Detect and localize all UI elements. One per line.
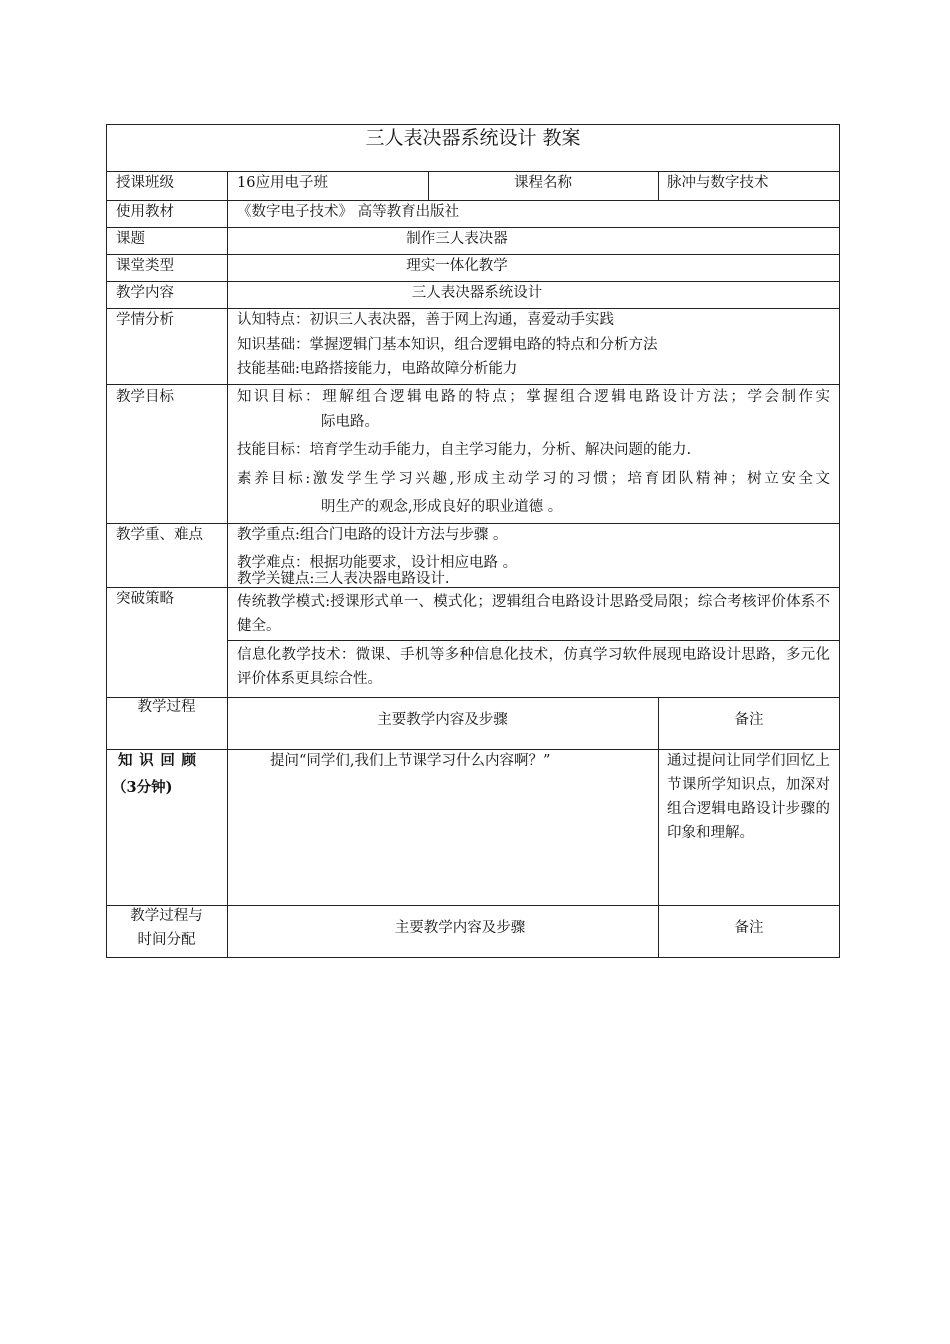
analysis-label: 学情分析	[116, 312, 174, 328]
process-time-header-notes: 备注	[734, 920, 764, 936]
critical-point: 教学关键点:三人表决器电路设计.	[237, 571, 450, 587]
process-time-header-line2: 时间分配	[137, 932, 196, 948]
process-header-notes: 备注	[734, 712, 764, 728]
content-value: 三人表决器系统设计	[411, 285, 543, 301]
process-header-stage: 教学过程	[137, 699, 196, 715]
row-divider	[106, 587, 840, 588]
course-label: 课程名称	[514, 175, 572, 191]
strategy-traditional: 传统教学模式:授课形式单一、模式化；逻辑组合电路设计思路受局限；综合考核评价体系不健全。	[237, 594, 830, 634]
difficult-point: 教学难点：根据功能要求，设计相应电路 。	[237, 555, 518, 571]
goal-knowledge-line1: 知识目标：理解组合逻辑电路的特点；掌握组合逻辑电路设计方法；学会制作实	[237, 389, 830, 405]
row-divider	[106, 171, 840, 172]
content-label: 教学内容	[116, 285, 174, 301]
course-value: 脉冲与数字技术	[667, 175, 769, 191]
review-content: 提问“同学们,我们上节课学习什么内容啊？”	[270, 753, 551, 769]
class-type-value: 理实一体化教学	[406, 258, 508, 274]
strategy-information: 信息化教学技术：微课、手机等多种信息化技术，仿真学习软件展现电路设计思路，多元化评价体系更具综合性。	[237, 647, 830, 687]
goal-knowledge-line2: 际电路。	[321, 414, 379, 430]
analysis-cognition: 认知特点：初识三人表决器，善于网上沟通，喜爱动手实践	[237, 312, 614, 328]
textbook-label: 使用教材	[116, 204, 174, 220]
goal-literacy-line2: 明生产的观念,形成良好的职业道德 。	[321, 499, 563, 515]
goals-label: 教学目标	[116, 389, 174, 405]
column-divider	[658, 171, 659, 200]
row-divider	[106, 308, 840, 309]
row-divider	[106, 200, 840, 201]
textbook-value: 《数字电子技术》 高等教育出版社	[237, 204, 460, 220]
review-note: 通过提问让同学们回忆上节课所学知识点，加深对组合逻辑电路设计步骤的印象和理解。	[667, 753, 830, 841]
topic-label: 课题	[116, 231, 145, 247]
process-time-header-line1: 教学过程与	[130, 908, 203, 924]
key-point: 教学重点:组合门电路的设计方法与步骤 。	[237, 527, 508, 543]
topic-value: 制作三人表决器	[406, 231, 508, 247]
row-divider	[106, 254, 840, 255]
review-stage-duration: （3分钟)	[112, 779, 173, 796]
row-divider	[106, 281, 840, 282]
row-divider	[106, 523, 840, 524]
row-divider	[227, 640, 840, 641]
review-stage-name: 知识回顾	[118, 752, 196, 769]
key-points-label: 教学重、难点	[116, 527, 203, 543]
row-divider	[106, 227, 840, 228]
strategy-label: 突破策略	[116, 591, 174, 607]
row-divider	[106, 905, 840, 906]
goal-literacy-line1: 素养目标:激发学生学习兴趣,形成主动学习的习惯；培育团队精神；树立安全文	[237, 471, 830, 487]
class-value: 16应用电子班	[237, 175, 328, 191]
analysis-knowledge: 知识基础：掌握逻辑门基本知识，组合逻辑电路的特点和分析方法	[237, 337, 658, 353]
analysis-skill: 技能基础:电路搭接能力，电路故障分析能力	[237, 361, 518, 377]
goal-skill: 技能目标：培育学生动手能力，自主学习能力，分析、解决问题的能力.	[237, 442, 692, 458]
row-divider	[106, 384, 840, 385]
class-label: 授课班级	[116, 175, 174, 191]
document-title: 三人表决器系统设计 教案	[365, 127, 581, 149]
class-type-label: 课堂类型	[116, 258, 174, 274]
process-time-header-content: 主要教学内容及步骤	[394, 920, 526, 936]
process-header-content: 主要教学内容及步骤	[377, 712, 508, 728]
